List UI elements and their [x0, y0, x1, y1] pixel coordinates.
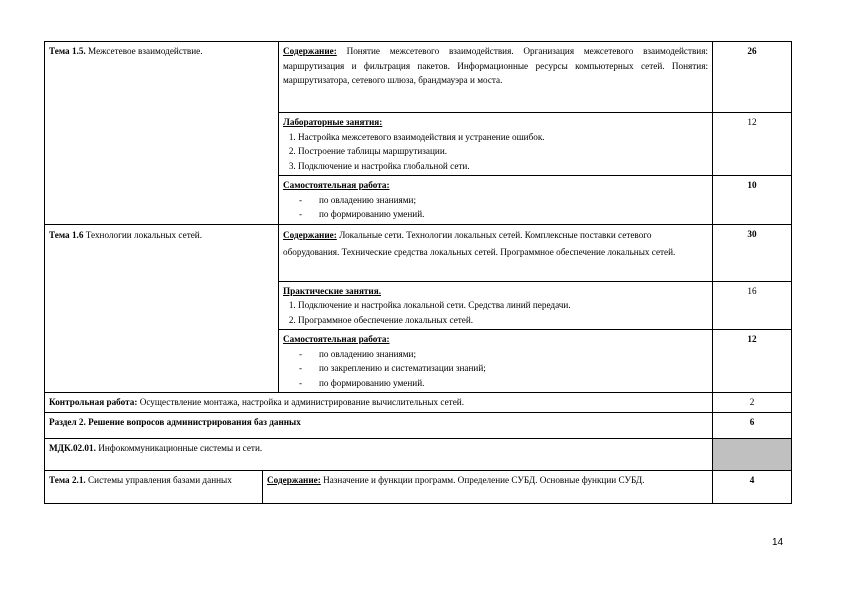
list-item: - по формированию умений.: [319, 207, 708, 222]
topic-1-5-title: [45, 42, 279, 225]
topic-2-1-content-row: [45, 470, 792, 503]
list-item: - по овладению знаниями;: [319, 347, 708, 362]
control-work-hours: 2: [713, 393, 792, 413]
page-number: 14: [772, 537, 784, 548]
mdk-title: [45, 438, 713, 470]
labs-label: Лабораторные занятия:: [283, 117, 383, 127]
topic-1-5-content-hours: 26: [713, 42, 792, 113]
selfwork-label: Самостоятельная работа:: [283, 180, 390, 190]
topic-title-text: Системы управления базами данных: [85, 474, 232, 485]
mdk-hours-shaded: [713, 438, 792, 470]
content-text: Назначение и функции программ. Определение СУБД. Основные функции СУБД.: [320, 474, 645, 485]
topic-1-6-selfwork: [279, 330, 713, 393]
curriculum-table: [44, 41, 792, 504]
section-2-row: [45, 412, 792, 438]
topic-title-bold: Тема 1.5.: [49, 46, 86, 56]
selfwork-list: [283, 193, 708, 222]
topic-1-5-selfwork-hours: 10: [713, 176, 792, 225]
topic-title-bold: Тема 1.6: [49, 229, 84, 240]
mdk-code: МДК.02.01.: [49, 442, 96, 453]
selfwork-label: Самостоятельная работа:: [283, 334, 390, 344]
control-label: Контрольная работа:: [49, 397, 138, 407]
topic-2-1-content-hours: 4: [713, 470, 792, 503]
section-2-hours: 6: [713, 412, 792, 438]
practice-list: [283, 298, 708, 327]
topic-1-5-content: [279, 42, 713, 113]
list-item: 3. Подключение и настройка глобальной сети.: [298, 159, 708, 174]
topic-1-5-labs-hours: 12: [713, 113, 792, 176]
topic-1-5-content-row: [45, 42, 792, 113]
list-item: 2. Программное обеспечение локальных сетей.: [298, 313, 708, 328]
list-item: 1. Подключение и настройка локальной сети. Средства линий передачи.: [298, 298, 708, 313]
list-item: 1. Настройка межсетевого взаимодействия и устранение ошибок.: [298, 130, 708, 145]
mdk-row: [45, 438, 792, 470]
control-work-row: [45, 393, 792, 413]
topic-2-1-content: [263, 470, 713, 503]
topic-1-5-labs: [279, 113, 713, 176]
content-text: Понятие межсетевого взаимодействия. Организация межсетевого взаимодействия: маршрутизация и фильтрация пакетов. Информационные ресурсы компьютерных сетей. Понятия: маршрутизатора, сетевого шлюза, брандмауэра и моста.: [283, 46, 708, 85]
list-item: 2. Построение таблицы маршрутизации.: [298, 144, 708, 159]
topic-1-6-selfwork-hours: 12: [713, 330, 792, 393]
selfwork-list: [283, 347, 708, 391]
control-text: Осуществление монтажа, настройка и администрирование вычислительных сетей.: [137, 397, 464, 407]
topic-1-6-content: [279, 224, 713, 281]
mdk-text: Инфокоммуникационные системы и сети.: [95, 442, 263, 453]
topic-1-6-practice: [279, 281, 713, 330]
content-label: Содержание:: [267, 474, 321, 485]
topic-title-text: Технологии локальных сетей.: [83, 229, 203, 240]
content-label: Содержание:: [283, 229, 337, 240]
topic-1-6-content-row: [45, 224, 792, 281]
content-text: Локальные сети. Технологии локальных сетей. Комплексные поставки сетевого оборудования. Технические средства локальных сетей. Программное обеспечение локальных сетей.: [283, 229, 676, 257]
list-item: - по овладению знаниями;: [319, 193, 708, 208]
control-work: [45, 393, 713, 413]
practice-label: Практические занятия.: [283, 285, 381, 296]
topic-2-1-title: [45, 470, 263, 503]
section-2-title: Раздел 2. Решение вопросов администрирования баз данных: [45, 412, 713, 438]
topic-1-6-title: [45, 224, 279, 393]
topic-1-6-content-hours: 30: [713, 224, 792, 281]
topic-1-5-selfwork: [279, 176, 713, 225]
list-item: - по формированию умений.: [319, 376, 708, 391]
topic-1-6-practice-hours: 16: [713, 281, 792, 330]
topic-title-bold: Тема 2.1.: [49, 474, 86, 485]
topic-title-text: Межсетевое взаимодействие.: [85, 46, 203, 56]
content-label: Содержание:: [283, 46, 337, 56]
labs-list: [283, 130, 708, 174]
list-item: - по закреплению и систематизации знаний;: [319, 361, 708, 376]
